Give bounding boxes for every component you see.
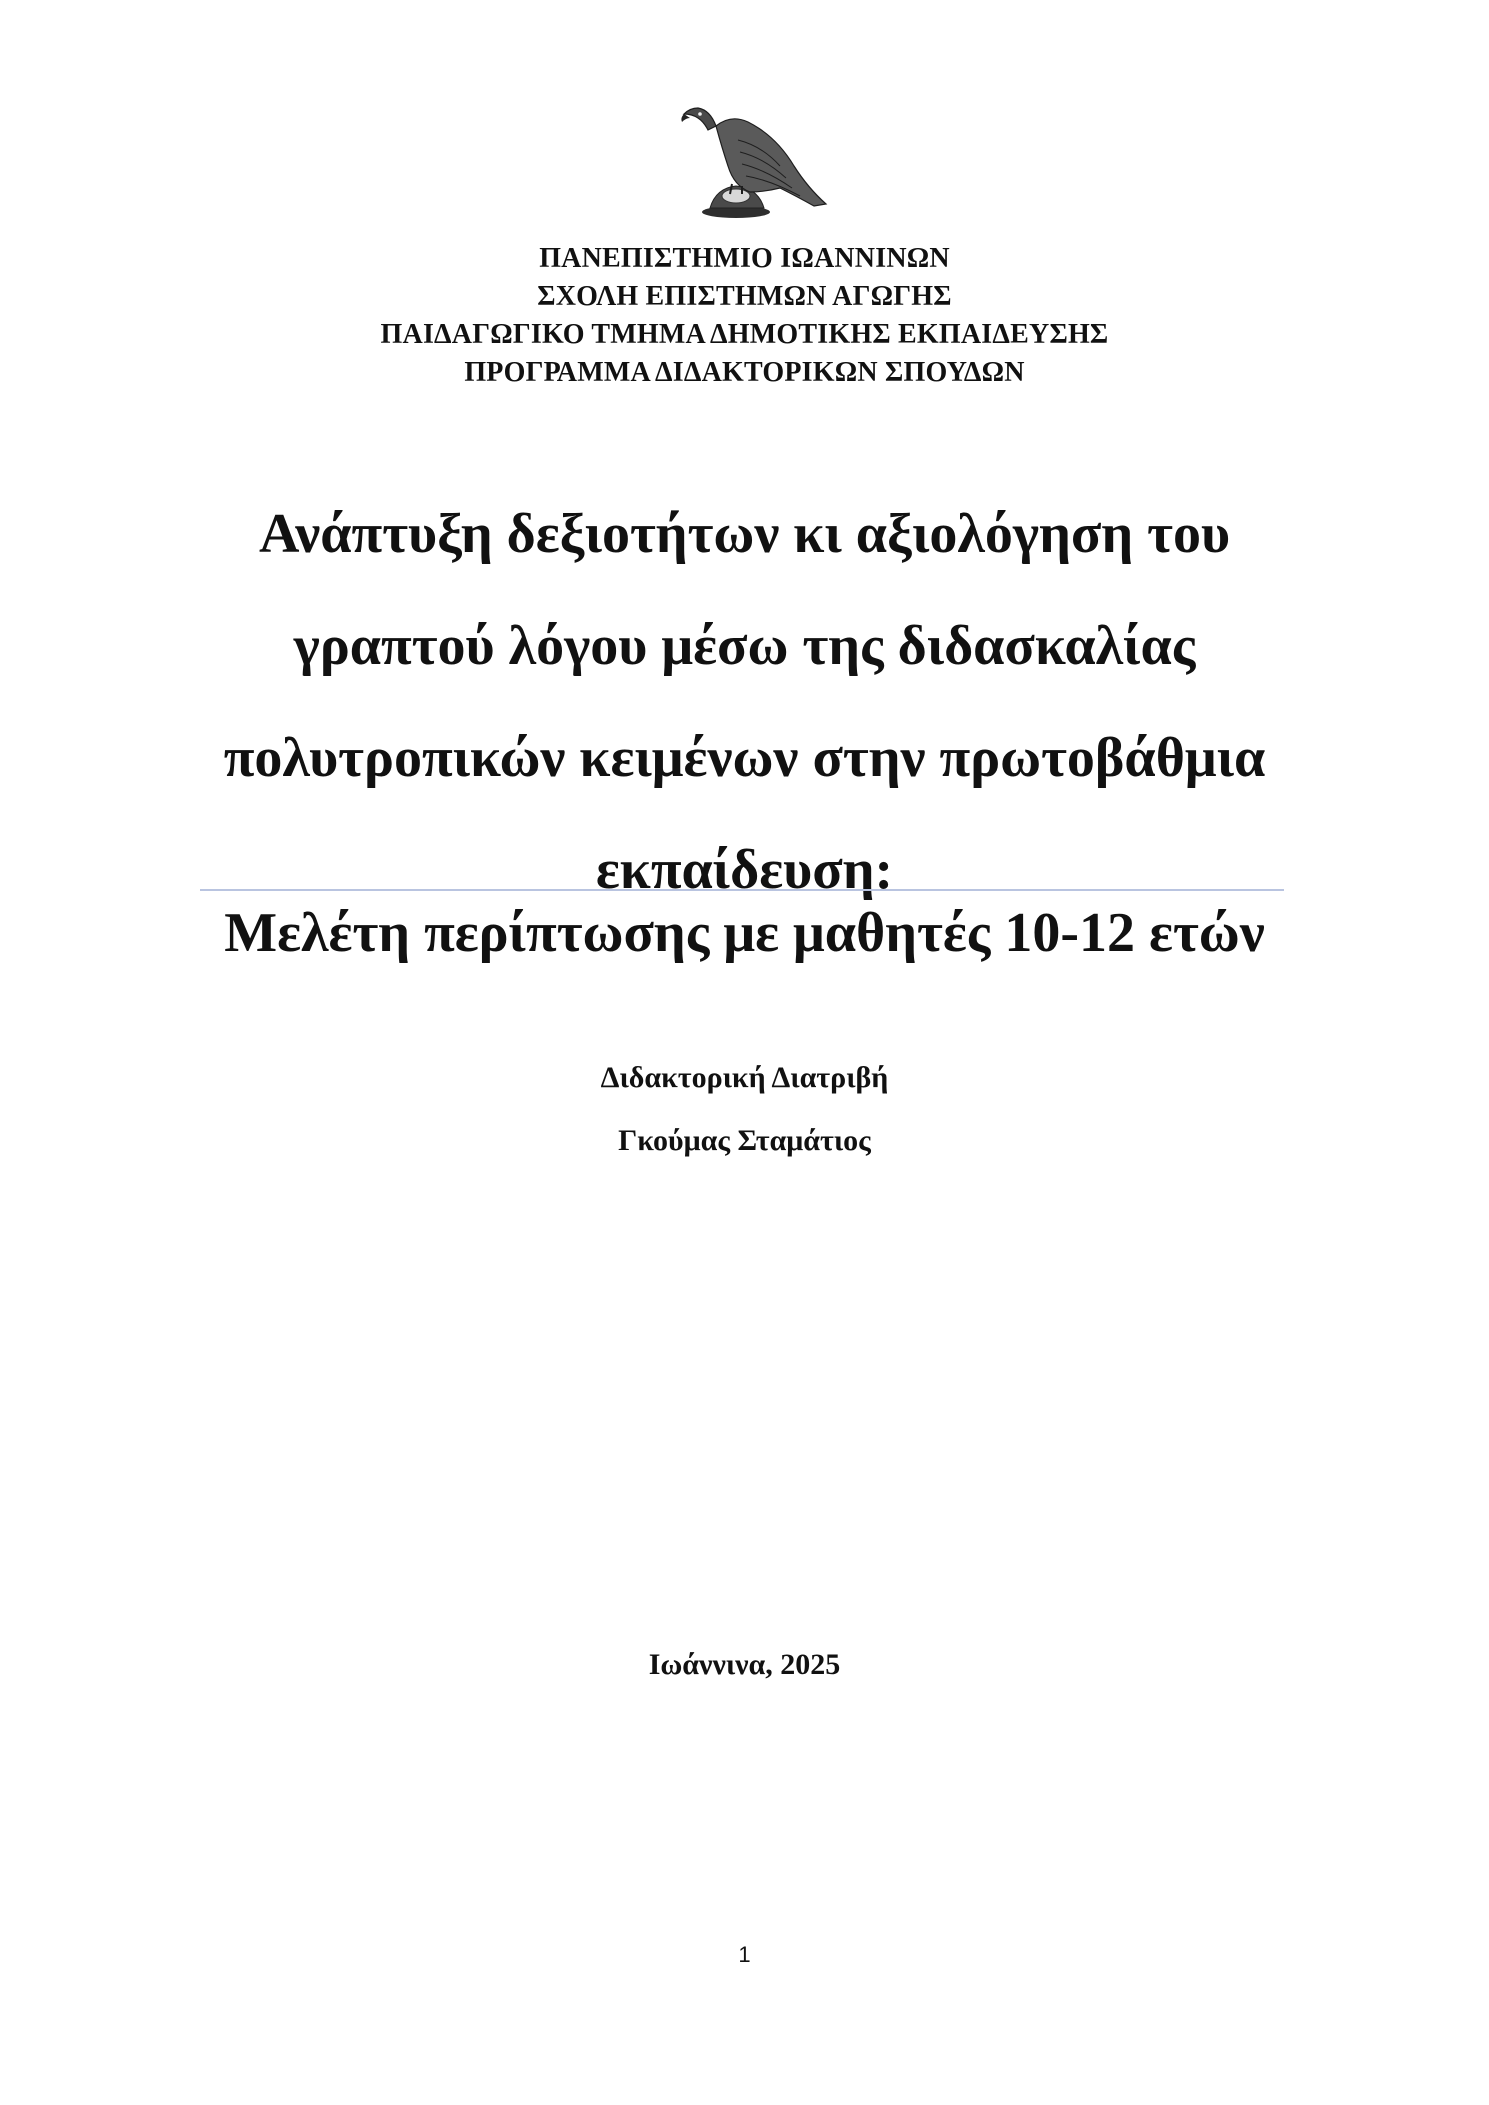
school-name: ΣΧΟΛΗ ΕΠΙΣΤΗΜΩΝ ΑΓΩΓΗΣ <box>537 281 952 312</box>
thesis-title <box>0 478 1489 926</box>
institution-header <box>0 240 1489 392</box>
document-type: Διδακτορική Διατριβή <box>600 1061 889 1094</box>
page-number: 1 <box>738 1942 751 1967</box>
thesis-subtitle: Μελέτη περίπτωσης με μαθητές 10-12 ετών <box>224 902 1265 964</box>
department-name: ΠΑΙΔΑΓΩΓΙΚΟ ΤΜΗΜΑ ΔΗΜΟΤΙΚΗΣ ΕΚΠΑΙΔΕΥΣΗΣ <box>380 319 1109 350</box>
title-divider <box>200 889 1284 891</box>
title-line: Ανάπτυξη δεξιοτήτων κι αξιολόγηση του <box>258 503 1231 565</box>
university-name: ΠΑΝΕΠΙΣΤΗΜΙΟ ΙΩΑΝΝΙΝΩΝ <box>539 243 950 274</box>
title-line: εκπαίδευση: <box>595 839 894 901</box>
author-name: Γκούμας Σταμάτιος <box>618 1124 871 1157</box>
place-and-date: Ιωάννινα, 2025 <box>648 1648 841 1681</box>
title-line: γραπτού λόγου μέσω της διδασκαλίας <box>293 615 1196 677</box>
program-name: ΠΡΟΓΡΑΜΜΑ ΔΙΔΑΚΤΟΡΙΚΩΝ ΣΠΟΥΔΩΝ <box>464 357 1025 388</box>
eagle-emblem-icon <box>676 96 846 226</box>
title-line: πολυτροπικών κειμένων στην πρωτοβάθμια <box>223 727 1266 789</box>
